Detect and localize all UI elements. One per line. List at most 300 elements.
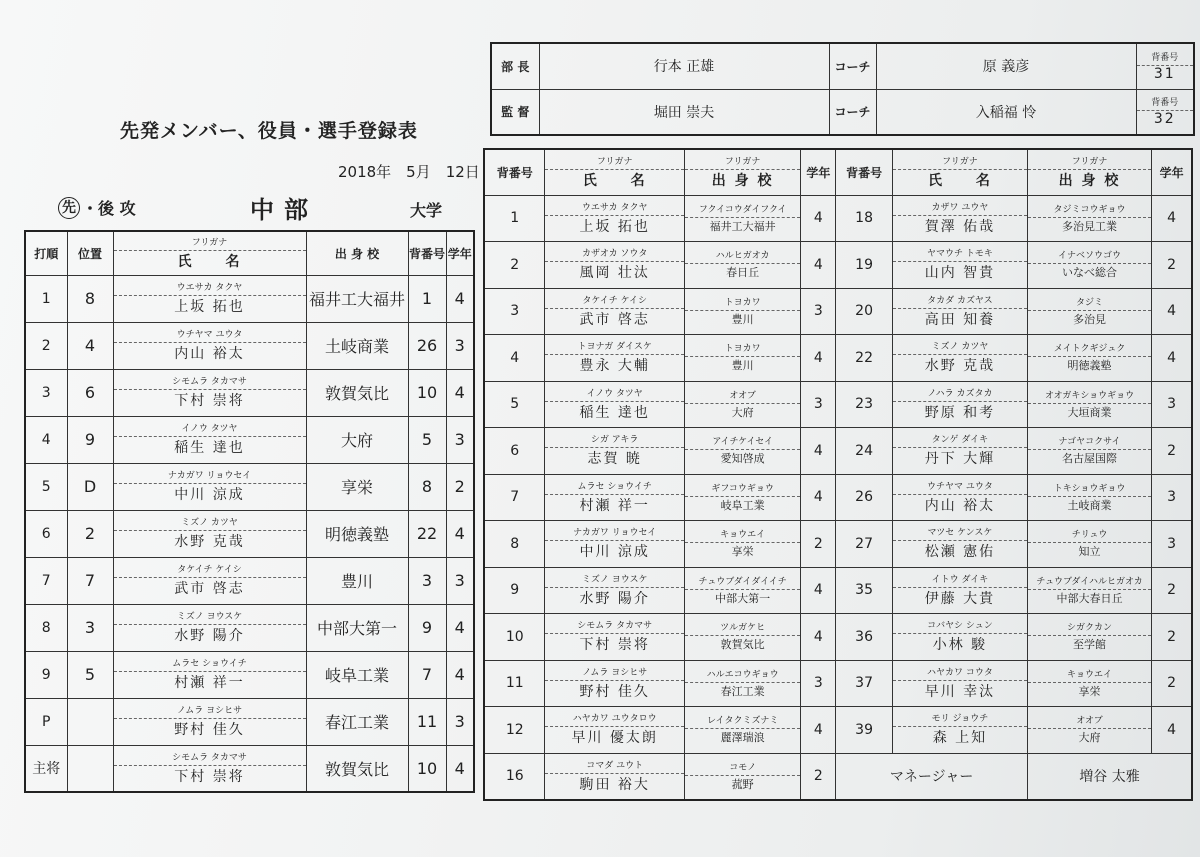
roster-school-cell: [1027, 614, 1151, 661]
roster-school-cell: [1027, 660, 1151, 707]
roster-school-cell: [684, 335, 801, 382]
roster-furigana-header: フリガナ: [545, 155, 683, 170]
order-header: 打順: [25, 231, 67, 275]
roster-name-furigana: イトウ ダイキ: [893, 573, 1027, 588]
roster-row: [484, 335, 1192, 382]
roster-name-furigana: ノハラ カズタカ: [893, 387, 1027, 402]
roster-school: 享栄: [1078, 684, 1101, 698]
roster-school-furigana: トキショウギョウ: [1028, 482, 1151, 497]
player-name-cell: [113, 369, 306, 416]
roster-name: 中川 涼成: [579, 544, 650, 561]
roster-year: 3: [1152, 381, 1192, 428]
roster-year: 4: [1152, 707, 1192, 754]
manager-name: 増谷 太雅: [1027, 753, 1192, 800]
player-year: 4: [446, 275, 474, 322]
roster-year: 2: [1152, 242, 1192, 289]
player-year: 4: [446, 369, 474, 416]
roster-school: 大府: [1078, 731, 1101, 745]
lineup-row: [25, 463, 474, 510]
lineup-row: [25, 322, 474, 369]
roster-school-furigana: アイチケイセイ: [685, 435, 801, 450]
roster-year: 2: [1152, 660, 1192, 707]
player-number: 8: [408, 463, 446, 510]
roster-name-furigana: マツセ ケンスケ: [893, 526, 1027, 541]
player-name: 水野 陽介: [174, 628, 245, 644]
roster-name-furigana: タカダ カズヤス: [893, 294, 1027, 309]
player-name: 武市 啓志: [174, 581, 245, 597]
player-name-furigana: ウチヤマ ユウタ: [114, 328, 306, 343]
bucho-label: 部 長: [491, 43, 539, 89]
roster-name-header-2: [892, 149, 1027, 195]
team-name: 中部: [250, 196, 318, 224]
roster-number: 36: [836, 614, 893, 661]
roster-school-furigana: イナベソウゴウ: [1028, 249, 1151, 264]
roster-school-cell: [684, 474, 801, 521]
position: 3: [67, 604, 113, 651]
roster-school-cell: [684, 242, 801, 289]
roster-name: 村瀬 祥一: [579, 497, 650, 514]
roster-year: 4: [1152, 288, 1192, 335]
roster-school-furigana: シガクカン: [1028, 621, 1151, 636]
roster-name: 丹下 大輝: [924, 451, 996, 468]
position: 7: [67, 557, 113, 604]
position: 6: [67, 369, 113, 416]
player-school: 敦賀気比: [306, 369, 408, 416]
roster-name-cell: [545, 474, 684, 521]
roster-school-furigana: ツルガケヒ: [685, 621, 801, 636]
roster-row: [484, 567, 1192, 614]
roster-name: 上坂 拓也: [579, 218, 650, 235]
roster-name: 武市 啓志: [579, 311, 650, 328]
roster-name-cell: [892, 335, 1027, 382]
player-number: 10: [408, 369, 446, 416]
roster-year-header-2: 学年: [1152, 149, 1192, 195]
coach1-number: 31: [1153, 65, 1176, 82]
roster-name-label-2: 氏 名: [927, 172, 992, 189]
roster-number: 27: [836, 521, 893, 568]
coach2-name: 入稲福 怜: [876, 89, 1136, 135]
roster-number: 26: [836, 474, 893, 521]
roster-school-furigana: オオブ: [1028, 714, 1151, 729]
roster-number: 19: [836, 242, 893, 289]
roster-year: 4: [1152, 335, 1192, 382]
player-school: 明徳義塾: [306, 510, 408, 557]
roster-name-furigana: ヤマウチ トモキ: [893, 247, 1027, 262]
roster-year: 3: [1152, 521, 1192, 568]
roster-school: 豊川: [731, 359, 754, 373]
roster-year: 2: [1152, 428, 1192, 475]
roster-year: 4: [801, 335, 836, 382]
roster-school-furigana: フクイコウダイフクイ: [685, 203, 801, 218]
roster-school-furigana: キョウエイ: [685, 528, 801, 543]
roster-name-furigana: コマダ ユウト: [545, 759, 683, 774]
roster-school-cell: [684, 521, 801, 568]
player-name-furigana: シモムラ タカマサ: [114, 375, 306, 390]
se-label: 背番号: [1137, 96, 1194, 111]
roster-year: 4: [1152, 195, 1192, 242]
roster-name: 松瀬 憲佑: [924, 544, 996, 561]
roster-school: 岐阜工業: [720, 498, 765, 512]
lineup-row: [25, 745, 474, 792]
roster-number: 24: [836, 428, 893, 475]
roster-name-cell: [892, 195, 1027, 242]
player-name-furigana: ウエサカ タクヤ: [114, 281, 306, 296]
roster-name-furigana: シガ アキラ: [545, 433, 683, 448]
roster-school-cell: [684, 660, 801, 707]
lineup-row: [25, 651, 474, 698]
player-school: 岐阜工業: [306, 651, 408, 698]
player-name-cell: [113, 557, 306, 604]
roster-name: 山内 智貴: [924, 265, 996, 282]
batting-order: 主将: [25, 745, 67, 792]
name-header: [113, 231, 306, 275]
roster-name-cell: [545, 567, 684, 614]
roster-school-cell: [684, 288, 801, 335]
roster-school-header: [684, 149, 801, 195]
roster-school: 中部大春日丘: [1056, 591, 1123, 605]
roster-name: 早川 優太朗: [571, 730, 658, 747]
lineup-header-row: [25, 231, 474, 275]
player-name-cell: [113, 322, 306, 369]
kantoku-label: 監 督: [491, 89, 539, 135]
roster-name: 森 上知: [932, 730, 988, 747]
roster-name-furigana: タケイチ ケイシ: [545, 294, 683, 309]
position: [67, 698, 113, 745]
attack-order-rest: ・後 攻: [82, 199, 136, 218]
roster-number: 9: [484, 567, 545, 614]
roster-year: 3: [801, 381, 836, 428]
roster-year-header: 学年: [801, 149, 836, 195]
roster-school-furigana: チリュウ: [1028, 528, 1151, 543]
number-header: 背番号: [408, 231, 446, 275]
position: 9: [67, 416, 113, 463]
player-name-cell: [113, 463, 306, 510]
coach2-number: 32: [1153, 111, 1176, 128]
roster-row: [484, 660, 1192, 707]
school-header: 出 身 校: [306, 231, 408, 275]
roster-name-cell: [545, 195, 684, 242]
roster-school-furigana: キョウエイ: [1028, 668, 1151, 683]
roster-school: 至学館: [1073, 638, 1107, 652]
roster-year: 2: [801, 753, 836, 800]
player-name-furigana: ミズノ ヨウスケ: [114, 610, 306, 625]
roster-name: 賀澤 佑哉: [924, 218, 996, 235]
batting-order: 2: [25, 322, 67, 369]
position-header: 位置: [67, 231, 113, 275]
roster-school-furigana: ハルヒガオカ: [685, 249, 801, 264]
player-name-furigana: ナカガワ リョウセイ: [114, 469, 306, 484]
roster-school-furigana: ハルエコウギョウ: [685, 668, 801, 683]
roster-name: 志賀 暁: [587, 451, 642, 468]
roster-number: 39: [836, 707, 893, 754]
roster-school-furigana: タジミコウギョウ: [1028, 203, 1151, 218]
roster-school-furigana: オオガキショウギョウ: [1028, 389, 1151, 404]
batting-order: P: [25, 698, 67, 745]
roster-number: 20: [836, 288, 893, 335]
roster-number: 16: [484, 753, 545, 800]
roster-name: 駒田 裕大: [579, 776, 650, 793]
player-year: 3: [446, 416, 474, 463]
roster-number: 22: [836, 335, 893, 382]
roster-name-furigana: ウエサカ タクヤ: [545, 201, 683, 216]
lineup-row: [25, 698, 474, 745]
player-name-cell: [113, 651, 306, 698]
roster-name: 野村 佳久: [579, 683, 650, 700]
roster-name: 豊永 大輔: [579, 358, 650, 375]
player-name: 野村 佳久: [174, 722, 245, 738]
roster-name-cell: [545, 521, 684, 568]
player-year: 4: [446, 510, 474, 557]
position: 2: [67, 510, 113, 557]
roster-school-cell: [1027, 521, 1151, 568]
roster-name-cell: [545, 242, 684, 289]
player-name-cell: [113, 745, 306, 792]
lineup-row: [25, 604, 474, 651]
roster-row: [484, 707, 1192, 754]
position: [67, 745, 113, 792]
roster-school-label-2: 出 身 校: [1058, 172, 1121, 189]
player-number: 26: [408, 322, 446, 369]
roster-school-cell: [684, 614, 801, 661]
roster-year: 3: [1152, 474, 1192, 521]
roster-name: 水野 陽介: [579, 590, 650, 607]
attack-order: [58, 196, 136, 219]
roster-school: 春江工業: [720, 684, 765, 698]
lineup-row: [25, 557, 474, 604]
player-year: 3: [446, 698, 474, 745]
roster-name: 早川 幸汰: [924, 683, 996, 700]
player-name: 村瀬 祥一: [174, 675, 245, 691]
roster-number: 5: [484, 381, 545, 428]
coach1-number-cell: [1136, 43, 1194, 89]
player-school: 敦賀気比: [306, 745, 408, 792]
roster-name-furigana: ミズノ ヨウスケ: [545, 573, 683, 588]
player-name-cell: [113, 604, 306, 651]
roster-row: [484, 242, 1192, 289]
roster-school: 中部大第一: [715, 591, 771, 605]
roster-name-furigana: イノウ タツヤ: [545, 387, 683, 402]
roster-name: 稲生 達也: [579, 404, 650, 421]
roster-year: 2: [1152, 614, 1192, 661]
roster-number: 11: [484, 660, 545, 707]
roster-year: 3: [801, 660, 836, 707]
bucho-name: 行本 正雄: [539, 43, 829, 89]
se-label: 背番号: [1137, 51, 1194, 66]
player-name-furigana: イノウ タツヤ: [114, 422, 306, 437]
player-year: 2: [446, 463, 474, 510]
roster-name-cell: [892, 660, 1027, 707]
roster-number: 10: [484, 614, 545, 661]
position: D: [67, 463, 113, 510]
roster-school: 麗澤瑞浪: [720, 731, 765, 745]
position: 4: [67, 322, 113, 369]
roster-school: 春日丘: [726, 266, 760, 280]
player-name-furigana: シモムラ タカマサ: [114, 751, 306, 766]
player-name: 中川 涼成: [174, 487, 245, 503]
roster-row: [484, 428, 1192, 475]
roster-school-furigana: チュウブダイハルヒガオカ: [1028, 575, 1151, 590]
roster-row: [484, 381, 1192, 428]
roster-name-cell: [545, 335, 684, 382]
roster-school-furigana: タジミ: [1028, 296, 1151, 311]
player-school: 豊川: [306, 557, 408, 604]
roster-name-cell: [892, 707, 1027, 754]
roster-school: 名古屋国際: [1062, 452, 1118, 466]
selected-circle-mark: 先: [58, 197, 80, 219]
roster-number: 35: [836, 567, 893, 614]
roster-school-cell: [684, 381, 801, 428]
player-name: 下村 崇将: [174, 768, 245, 785]
roster-school: 大垣商業: [1067, 405, 1112, 419]
player-school: 大府: [306, 416, 408, 463]
roster-school: 愛知啓成: [720, 452, 765, 466]
player-name: 水野 克哉: [174, 534, 245, 550]
roster-name-furigana: ハヤカワ ユウタロウ: [545, 712, 683, 727]
player-school: 享栄: [306, 463, 408, 510]
manager-label: マネージャー: [836, 753, 1028, 800]
player-number: 7: [408, 651, 446, 698]
roster-header-row: [484, 149, 1192, 195]
roster-name-cell: [545, 614, 684, 661]
roster-school-furigana: チュウブダイダイイチ: [685, 575, 801, 590]
coach2-number-cell: [1136, 89, 1194, 135]
position: 8: [67, 275, 113, 322]
roster-school-cell: [1027, 381, 1151, 428]
batting-order: 7: [25, 557, 67, 604]
batting-order: 4: [25, 416, 67, 463]
player-school: 土岐商業: [306, 322, 408, 369]
player-name-furigana: ミズノ カツヤ: [114, 516, 306, 531]
roster-name: 内山 裕太: [924, 497, 996, 514]
roster-name-furigana: ハヤカワ コウタ: [893, 666, 1027, 681]
lineup-row: [25, 510, 474, 557]
lineup-row: [25, 275, 474, 322]
roster-school: 享栄: [731, 545, 754, 559]
roster-school-cell: [1027, 474, 1151, 521]
roster-name-furigana: ムラセ ショウイチ: [545, 480, 683, 495]
kantoku-name: 堀田 崇夫: [539, 89, 829, 135]
year-header: 学年: [446, 231, 474, 275]
roster-name-furigana: ノムラ ヨシヒサ: [545, 666, 683, 681]
roster-school-furigana: ギフコウギョウ: [685, 482, 801, 497]
lineup-row: [25, 416, 474, 463]
roster-name-furigana: トヨナガ ダイスケ: [545, 340, 683, 355]
roster-school: 土岐商業: [1067, 498, 1112, 512]
roster-school: 多治見工業: [1062, 219, 1118, 233]
staff-table: [490, 42, 1195, 136]
roster-school-furigana: オオブ: [685, 389, 801, 404]
roster-name: 小林 駿: [932, 637, 988, 654]
player-number: 3: [408, 557, 446, 604]
roster-school-furigana: トヨカワ: [685, 296, 801, 311]
roster-row: [484, 614, 1192, 661]
roster-school-furigana: トヨカワ: [685, 342, 801, 357]
roster-number: 1: [484, 195, 545, 242]
roster-row: [484, 474, 1192, 521]
roster-name-label: 氏 名: [582, 172, 647, 189]
roster-year: 4: [801, 242, 836, 289]
roster-year: 2: [801, 521, 836, 568]
player-number: 9: [408, 604, 446, 651]
roster-number: 37: [836, 660, 893, 707]
player-school: 福井工大福井: [306, 275, 408, 322]
roster-number: 3: [484, 288, 545, 335]
roster-name-furigana: シモムラ タカマサ: [545, 619, 683, 634]
roster-school: 多治見: [1073, 312, 1107, 326]
player-name: 内山 裕太: [174, 346, 245, 362]
batting-order: 6: [25, 510, 67, 557]
batting-order: 1: [25, 275, 67, 322]
player-name-cell: [113, 275, 306, 322]
roster-school-cell: [684, 428, 801, 475]
player-number: 22: [408, 510, 446, 557]
roster-name-cell: [892, 614, 1027, 661]
roster-school-furigana: ナゴヤコクサイ: [1028, 435, 1151, 450]
batting-order: 3: [25, 369, 67, 416]
lineup-table: [24, 230, 475, 793]
roster-name-header: [545, 149, 684, 195]
roster-number: 4: [484, 335, 545, 382]
roster-name: 水野 克哉: [924, 358, 996, 375]
roster-name: 風岡 壮汰: [579, 265, 650, 282]
coach1-name: 原 義彦: [876, 43, 1136, 89]
batting-order: 5: [25, 463, 67, 510]
roster-name-cell: [892, 288, 1027, 335]
roster-name-cell: [545, 428, 684, 475]
roster-school: 菰野: [731, 777, 754, 791]
roster-row: [484, 521, 1192, 568]
roster-school: 敦賀気比: [720, 638, 765, 652]
roster-school-cell: [1027, 707, 1151, 754]
player-year: 4: [446, 651, 474, 698]
roster-name-furigana: カザワ ユウヤ: [893, 201, 1027, 216]
player-name: 上坂 拓也: [174, 299, 245, 315]
player-school: 中部大第一: [306, 604, 408, 651]
roster-school-cell: [1027, 288, 1151, 335]
furigana-header: フリガナ: [114, 236, 306, 251]
roster-name: 下村 崇将: [579, 637, 650, 654]
roster-year: 4: [801, 474, 836, 521]
roster-year: 3: [801, 288, 836, 335]
roster-name-cell: [892, 474, 1027, 521]
coach2-label: コーチ: [829, 89, 876, 135]
roster-year: 2: [1152, 567, 1192, 614]
roster-name-furigana: モリ ジョウチ: [893, 712, 1027, 727]
roster-name-furigana: ナカガワ リョウセイ: [545, 526, 683, 541]
player-number: 10: [408, 745, 446, 792]
roster-number: 7: [484, 474, 545, 521]
roster-name-cell: [892, 428, 1027, 475]
roster-number: 8: [484, 521, 545, 568]
roster-school: 明徳義塾: [1067, 359, 1112, 373]
batting-order: 9: [25, 651, 67, 698]
team-suffix: 大学: [410, 201, 443, 220]
player-year: 4: [446, 745, 474, 792]
roster-table: [483, 148, 1193, 801]
roster-school: 豊川: [731, 312, 754, 326]
date: 2018年 5月 12日: [338, 163, 480, 181]
roster-school-cell: [1027, 195, 1151, 242]
roster-school-cell: [684, 567, 801, 614]
roster-name-furigana: コバヤシ シュン: [893, 619, 1027, 634]
roster-school-cell: [1027, 335, 1151, 382]
roster-name-cell: [545, 288, 684, 335]
roster-year: 4: [801, 428, 836, 475]
player-name-cell: [113, 698, 306, 745]
player-name-furigana: タケイチ ケイシ: [114, 563, 306, 578]
roster-school-cell: [684, 707, 801, 754]
player-number: 1: [408, 275, 446, 322]
